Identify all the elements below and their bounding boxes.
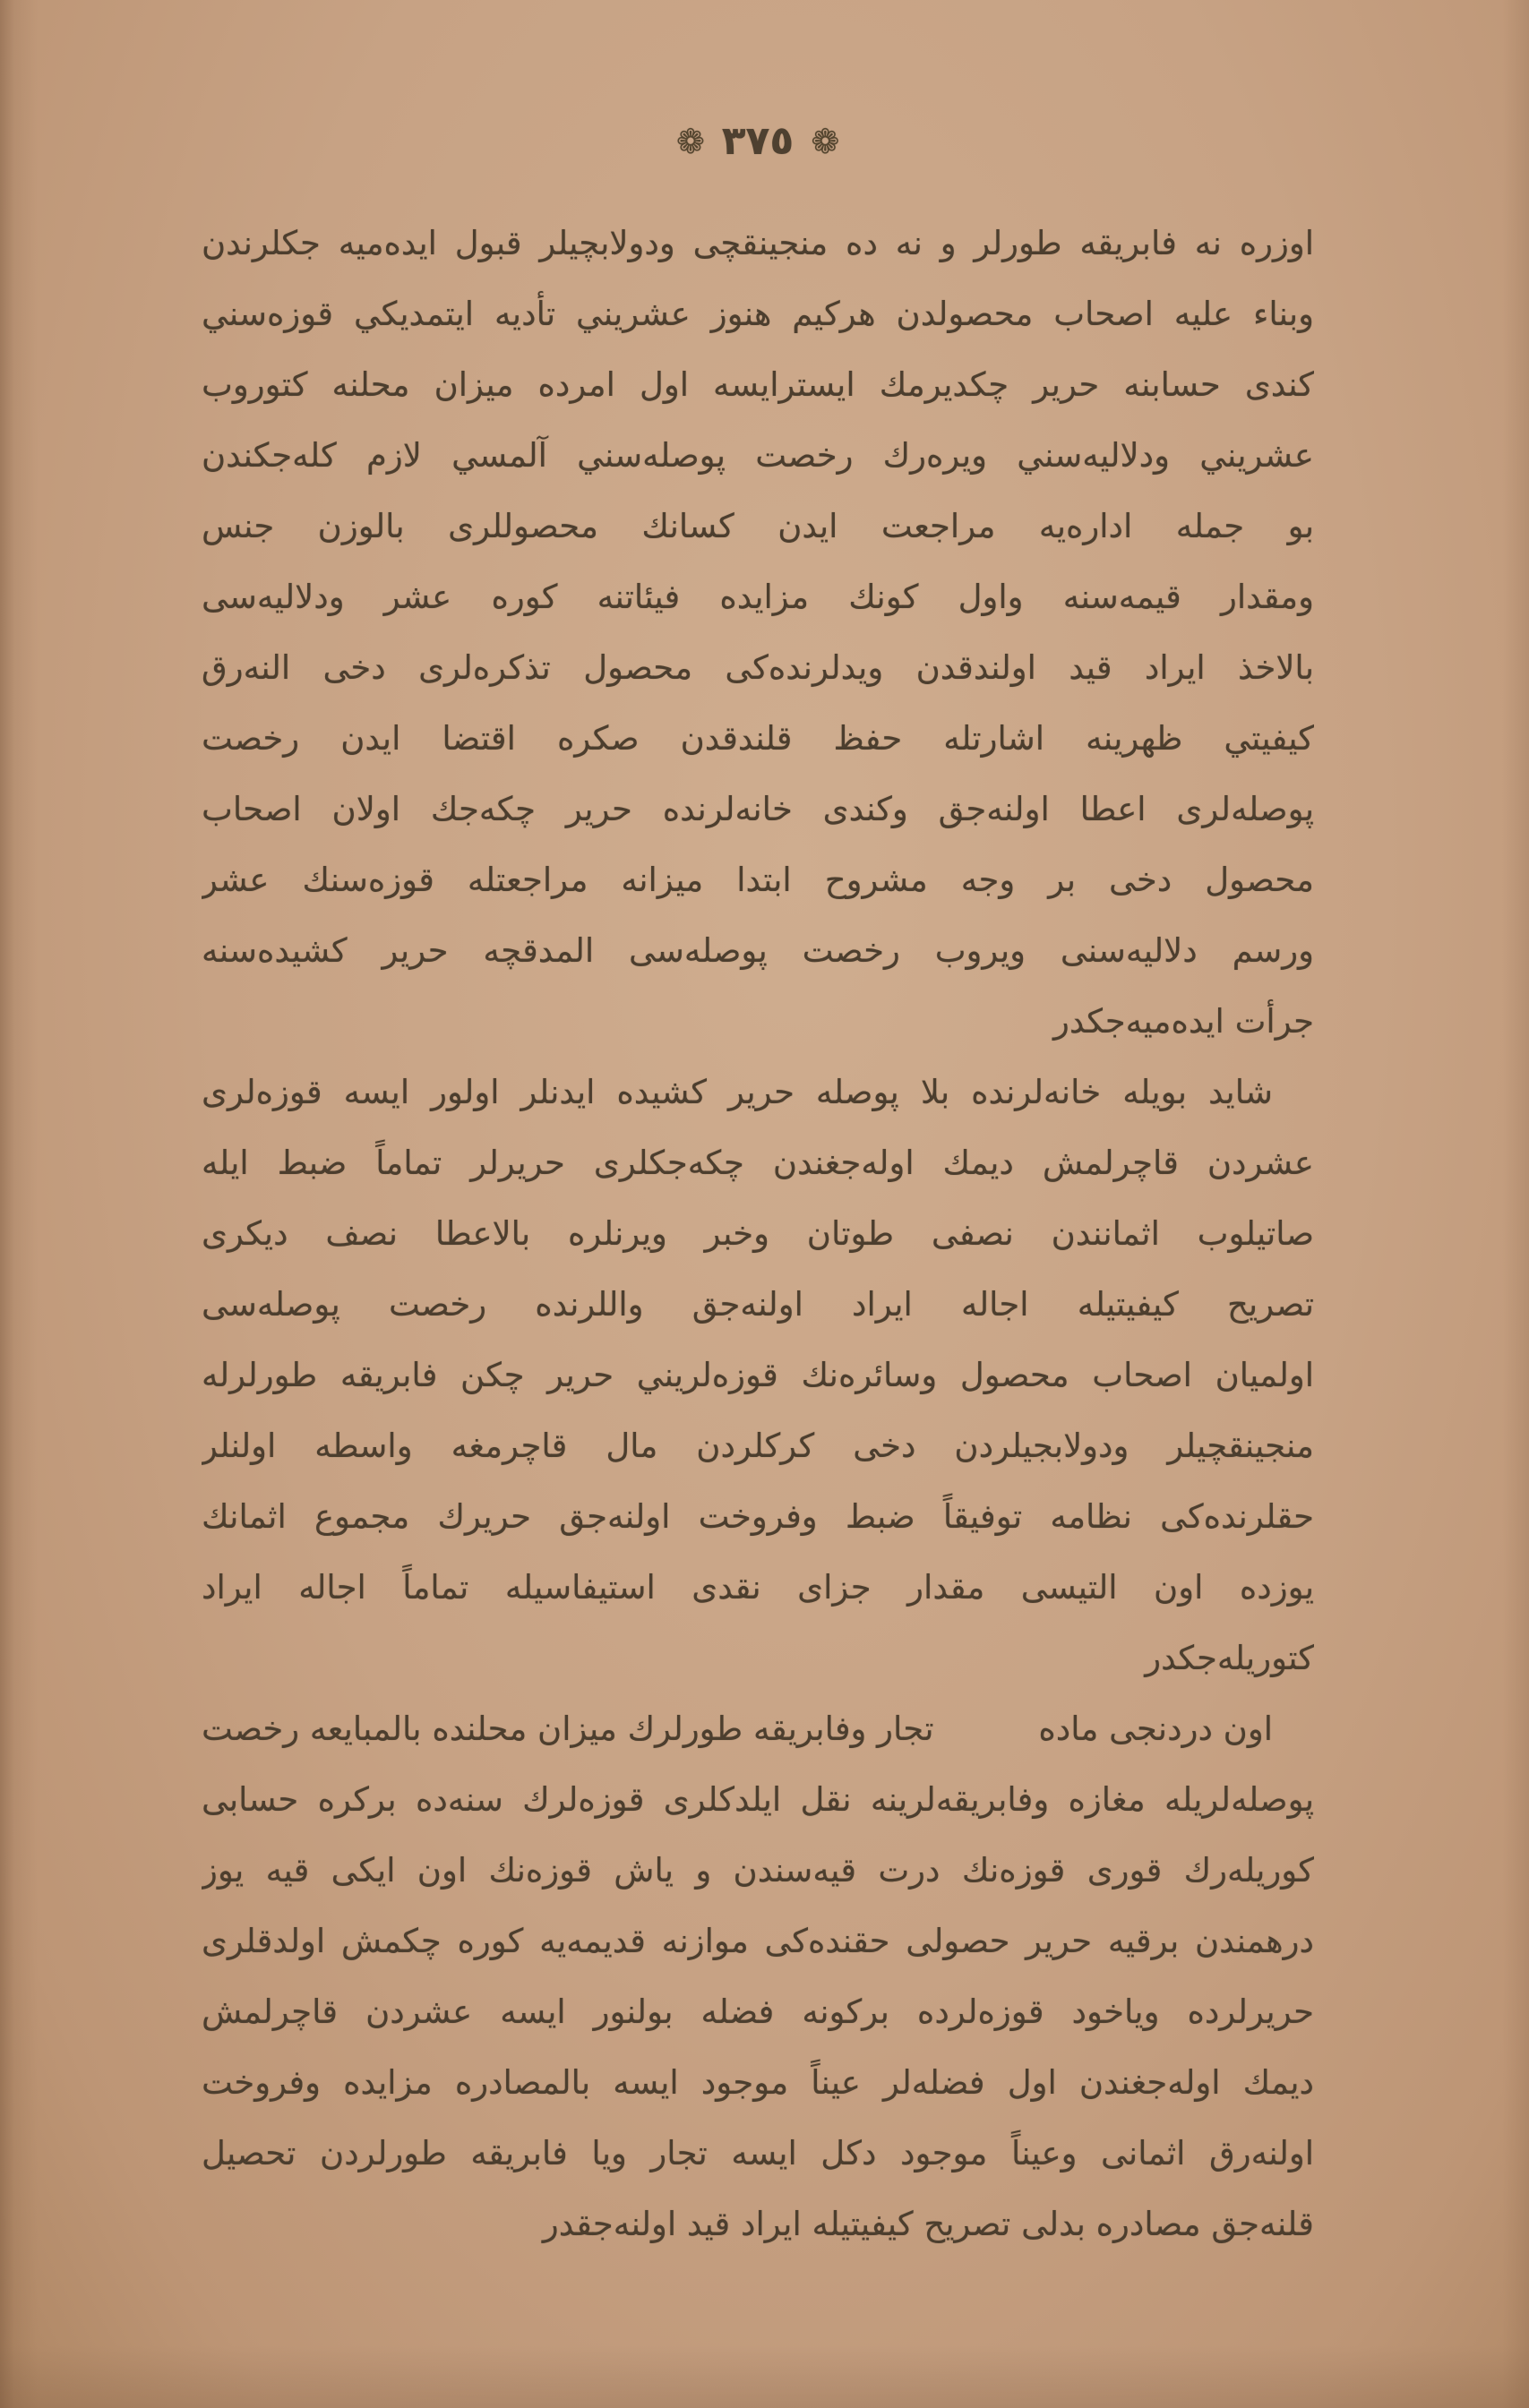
text-line: كيفيتي ظهرينه اشارتله حفظ قلندقدن صكره اقتضا ايدن رخصت [202, 719, 1314, 758]
text-line: درهمندن برقيه حرير حصولى حقنده‌كى موازنه قديمه‌يه كوره چكمش اولدقلرى [202, 1922, 1314, 1960]
paragraph [202, 208, 1314, 1057]
text-line: وبناء عليه اصحاب محصولدن هركيم هنوز عشريني تأديه ايتمديكي قوزه‌سني [202, 295, 1314, 333]
text-line: پوصله‌لريله مغازه وفابريقه‌لرينه نقل ايلدكلرى قوزه‌لرك سنه‌ده بركره حسابى [202, 1780, 1314, 1819]
paragraph-article-14 [202, 1693, 1314, 2259]
text-line: كوريله‌رك قورى قوزه‌نك درت قيه‌سندن و ياش قوزه‌نك اون ايكى قيه يوز [202, 1851, 1314, 1890]
text-line: كتوريله‌جكدر [1145, 1639, 1314, 1677]
text-line: بو جمله اداره‌يه مراجعت ايدن كسانك محصوللرى بالوزن جنس [202, 507, 1314, 545]
text-line: صاتيلوب اثمانندن نصفى طوتان وخبر ويرنلره بالاعطا نصف ديكرى [202, 1214, 1314, 1253]
text-line: بالاخذ ايراد قيد اولندقدن ويدلرنده‌كى محصول تذكره‌لرى دخى النه‌رق [202, 648, 1314, 687]
page-header [202, 118, 1314, 192]
text-line: محصول دخى بر وجه مشروح ابتدا ميزانه مراجعتله قوزه‌سنك عشر [202, 861, 1314, 899]
text-line [202, 1693, 1314, 1764]
paragraph [202, 1057, 1314, 1693]
page-number: ٣٧٥ [721, 118, 795, 164]
text-line: جرأت ايده‌ميه‌جكدر [1053, 1002, 1314, 1041]
text-line: ومقدار قيمه‌سنه واول كونك مزايده فيئاتنه كوره عشر ودلاليه‌سى [202, 578, 1314, 616]
text-line: حقلرنده‌كى نظامه توفيقاً ضبط وفروخت اولنه‌جق حريرك مجموع اثمانك [202, 1497, 1314, 1536]
text-line: اولميان اصحاب محصول وسائره‌نك قوزه‌لريني حرير چكن فابريقه طورلرله [202, 1356, 1314, 1394]
article-heading-rest: تجار وفابريقه طورلرك ميزان محلنده بالمبايعه رخصت [202, 1710, 934, 1748]
text-line: ورسم دلاليه‌سنى ويروب رخصت پوصله‌سى المدقچه حرير كشيده‌سنه [202, 931, 1314, 970]
text-line: يوزده اون التيسى مقدار جزاى نقدى استيفاسيله تماماً اجاله ايراد [202, 1568, 1314, 1607]
text-line: منجينقچيلر ودولابجيلردن دخى كركلردن مال قاچرمغه واسطه اولنلر [202, 1427, 1314, 1465]
floral-ornament-icon: ❁ [675, 121, 705, 161]
text-line: حريرلرده وياخود قوزه‌لرده بركونه فضله بولنور ايسه عشردن قاچرلمش [202, 1992, 1314, 2031]
text-line: كندى حسابنه حرير چكديرمك ايسترايسه اول امرده ميزان محلنه كتوروب [202, 365, 1314, 404]
floral-ornament-icon: ❁ [811, 121, 840, 161]
text-line: ديمك اوله‌جغندن اول فضله‌لر عيناً موجود ايسه بالمصادره مزايده وفروخت [202, 2063, 1314, 2102]
text-block [202, 208, 1314, 2259]
text-line: عشريني ودلاليه‌سني ويره‌رك رخصت پوصله‌سني آلمسي لازم كله‌جكندن [202, 436, 1314, 475]
text-line: شايد بويله خانه‌لرنده بلا پوصله حرير كشيده ايدنلر اولور ايسه قوزه‌لرى [202, 1073, 1273, 1111]
article-heading: اون دردنجى ماده [1038, 1710, 1273, 1748]
text-line: پوصله‌لرى اعطا اولنه‌جق وكندى خانه‌لرنده حرير چكه‌جك اولان اصحاب [202, 790, 1314, 828]
text-line: تصريح كيفيتيله اجاله ايراد اولنه‌جق واللرنده رخصت پوصله‌سى [202, 1285, 1314, 1324]
text-line: قلنه‌جق مصادره بدلى تصريح كيفيتيله ايراد قيد اولنه‌جقدر [542, 2205, 1314, 2243]
text-line: اوزره نه فابريقه طورلر و نه ده منجينقچى ودولابچيلر قبول ايده‌ميه جكلرندن [202, 224, 1314, 262]
text-line: اولنه‌رق اثمانى وعيناً موجود دكل ايسه تجار ويا فابريقه طورلردن تحصيل [202, 2134, 1314, 2172]
text-line: عشردن قاچرلمش ديمك اوله‌جغندن چكه‌جكلرى حريرلر تماماً ضبط ايله [202, 1144, 1314, 1182]
